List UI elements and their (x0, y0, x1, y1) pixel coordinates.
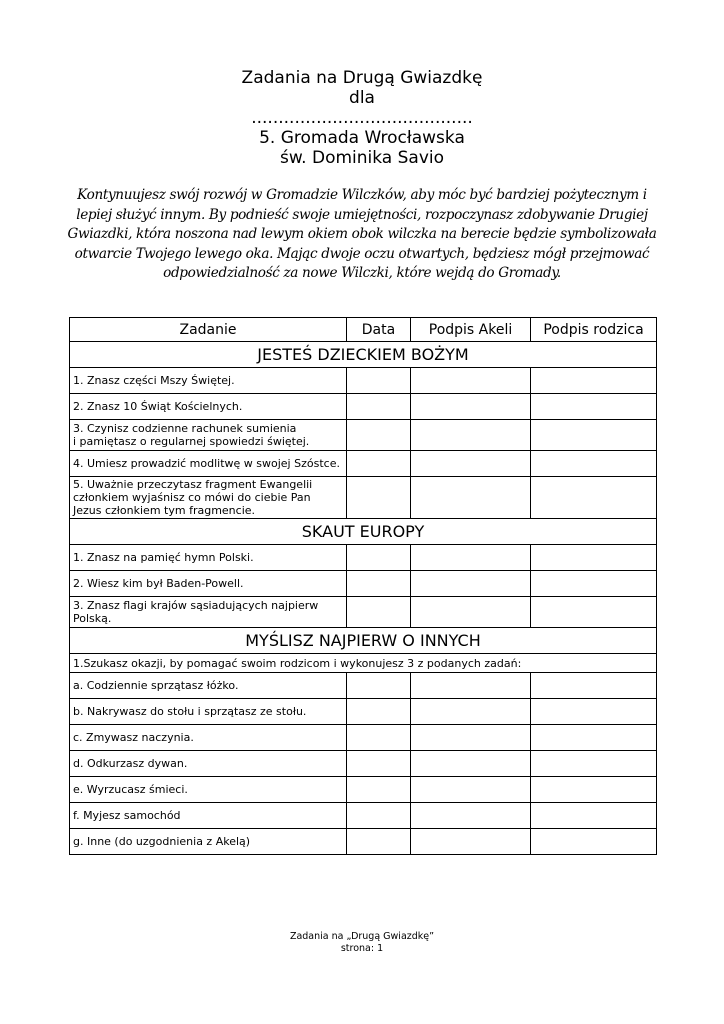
table-row (70, 545, 657, 571)
table-row (70, 571, 657, 597)
task-cell: 2. Znasz 10 Świąt Kościelnych. (70, 394, 347, 420)
akela-signature-cell[interactable] (411, 673, 531, 699)
parent-signature-cell[interactable] (531, 777, 657, 803)
section-row (70, 519, 657, 545)
akela-signature-cell[interactable] (411, 420, 531, 451)
akela-signature-cell[interactable] (411, 368, 531, 394)
task-cell: 5. Uważnie przeczytasz fragment Ewangelii członkiem wyjaśnisz co mówi do ciebie Pan Jezus członkiem tym fragmencie. (70, 477, 347, 519)
akela-signature-cell[interactable] (411, 725, 531, 751)
akela-signature-cell[interactable] (411, 751, 531, 777)
task-cell: d. Odkurzasz dywan. (70, 751, 347, 777)
footer-title: Zadania na „Drugą Gwiazdkę” (289, 931, 435, 942)
parent-signature-cell[interactable] (531, 597, 657, 628)
akela-signature-cell[interactable] (411, 803, 531, 829)
task-cell: e. Wyrzucasz śmieci. (70, 777, 347, 803)
column-header-date: Data (347, 318, 411, 342)
section-row (70, 342, 657, 368)
table-row (70, 420, 657, 451)
table-row (70, 725, 657, 751)
parent-signature-cell[interactable] (531, 368, 657, 394)
table-row (70, 803, 657, 829)
section-intro-cell: 1.Szukasz okazji, by pomagać swoim rodzicom i wykonujesz 3 z podanych zadań: (70, 654, 657, 673)
parent-signature-cell[interactable] (531, 420, 657, 451)
date-cell[interactable] (347, 571, 411, 597)
title-line-4: 5. Gromada Wrocławska (259, 128, 465, 148)
title-line-5: św. Dominika Savio (279, 148, 445, 168)
task-cell: b. Nakrywasz do stołu i sprzątasz ze stołu. (70, 699, 347, 725)
date-cell[interactable] (347, 751, 411, 777)
date-cell[interactable] (347, 597, 411, 628)
task-cell: 1. Znasz części Mszy Świętej. (70, 368, 347, 394)
task-cell: a. Codziennie sprzątasz łóżko. (70, 673, 347, 699)
column-header-akela-signature: Podpis Akeli (411, 318, 531, 342)
page-footer (0, 931, 724, 955)
table-row (70, 451, 657, 477)
date-cell[interactable] (347, 777, 411, 803)
akela-signature-cell[interactable] (411, 477, 531, 519)
parent-signature-cell[interactable] (531, 571, 657, 597)
akela-signature-cell[interactable] (411, 571, 531, 597)
date-cell[interactable] (347, 673, 411, 699)
parent-signature-cell[interactable] (531, 725, 657, 751)
parent-signature-cell[interactable] (531, 451, 657, 477)
akela-signature-cell[interactable] (411, 777, 531, 803)
date-cell[interactable] (347, 394, 411, 420)
title-dotted-line: ......................................... (251, 108, 473, 128)
table-row (70, 777, 657, 803)
date-cell[interactable] (347, 699, 411, 725)
parent-signature-cell[interactable] (531, 394, 657, 420)
tasks-table (69, 317, 657, 855)
task-cell: 1. Znasz na pamięć hymn Polski. (70, 545, 347, 571)
document-title (0, 68, 724, 168)
akela-signature-cell[interactable] (411, 829, 531, 855)
parent-signature-cell[interactable] (531, 751, 657, 777)
task-cell: 3. Czynisz codzienne rachunek sumienia i pamiętasz o regularnej spowiedzi świętej. (70, 420, 347, 451)
akela-signature-cell[interactable] (411, 394, 531, 420)
footer-page-number: strona: 1 (340, 943, 384, 954)
task-cell: c. Zmywasz naczynia. (70, 725, 347, 751)
parent-signature-cell[interactable] (531, 803, 657, 829)
table-row (70, 673, 657, 699)
date-cell[interactable] (347, 545, 411, 571)
akela-signature-cell[interactable] (411, 451, 531, 477)
column-header-task: Zadanie (70, 318, 347, 342)
akela-signature-cell[interactable] (411, 699, 531, 725)
table-row (70, 654, 657, 673)
section-title-jestes-dzieckiem-bozym: JESTEŚ DZIECKIEM BOŻYM (70, 342, 657, 368)
date-cell[interactable] (347, 725, 411, 751)
title-line-2: dla (349, 88, 375, 108)
akela-signature-cell[interactable] (411, 597, 531, 628)
section-title-skaut-europy: SKAUT EUROPY (70, 519, 657, 545)
table-row (70, 477, 657, 519)
table-row (70, 829, 657, 855)
table-row (70, 699, 657, 725)
date-cell[interactable] (347, 829, 411, 855)
task-cell: 2. Wiesz kim był Baden-Powell. (70, 571, 347, 597)
task-cell: g. Inne (do uzgodnienia z Akelą) (70, 829, 347, 855)
task-cell: f. Myjesz samochód (70, 803, 347, 829)
date-cell[interactable] (347, 420, 411, 451)
parent-signature-cell[interactable] (531, 545, 657, 571)
table-row (70, 597, 657, 628)
date-cell[interactable] (347, 451, 411, 477)
table-row (70, 394, 657, 420)
title-line-1: Zadania na Drugą Gwiazdkę (241, 68, 483, 88)
section-title-myslisz-najpierw-o-innych: MYŚLISZ NAJPIERW O INNYCH (70, 628, 657, 654)
intro-paragraph: Kontynuujesz swój rozwój w Gromadzie Wilczków, aby móc być bardziej pożytecznym i lepiej służyć innym. By podnieść swoje umiejętności, rozpoczynasz zdobywanie Drugiej Gwiazdki, która noszona nad lewym okiem obok wilczka na berecie będzie symbolizowała otwarcie Twojego lewego oka. Mając dwoje oczu otwartych, będziesz mógł przejmować odpowiedzialność za nowe Wilczki, które wejdą do Gromady. (67, 187, 657, 282)
table-row (70, 368, 657, 394)
column-header-parent-signature: Podpis rodzica (531, 318, 657, 342)
parent-signature-cell[interactable] (531, 699, 657, 725)
parent-signature-cell[interactable] (531, 829, 657, 855)
parent-signature-cell[interactable] (531, 673, 657, 699)
parent-signature-cell[interactable] (531, 477, 657, 519)
task-cell: 4. Umiesz prowadzić modlitwę w swojej Szóstce. (70, 451, 347, 477)
table-row (70, 751, 657, 777)
section-row (70, 628, 657, 654)
akela-signature-cell[interactable] (411, 545, 531, 571)
date-cell[interactable] (347, 803, 411, 829)
date-cell[interactable] (347, 477, 411, 519)
table-header-row (70, 318, 657, 342)
task-cell: 3. Znasz flagi krajów sąsiadujących najpierw Polską. (70, 597, 347, 628)
date-cell[interactable] (347, 368, 411, 394)
